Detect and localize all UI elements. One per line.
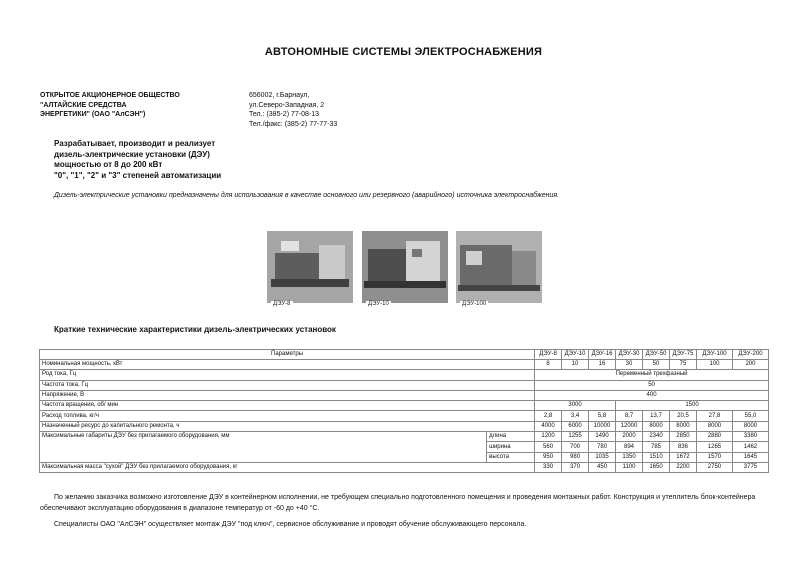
table-header-row [40,350,769,360]
table-cell: 10 [562,360,589,370]
table-cell: 2750 [696,462,732,472]
intro-block [54,139,221,181]
table-cell: 1500 [616,401,769,411]
table-cell: 836 [669,442,696,452]
model-header: ДЭУ-30 [616,350,643,360]
row-label: Частота вращения, об/ мин [40,401,535,411]
table-cell: 100 [696,360,732,370]
table-cell: 400 [535,390,769,400]
generator-image-icon [267,231,353,303]
model-header: ДЭУ-16 [589,350,616,360]
dim-label: ширина [487,442,535,452]
container-paragraph [40,492,774,514]
table-cell: 8000 [643,421,670,431]
model-header: ДЭУ-8 [535,350,562,360]
table-cell: 3000 [535,401,616,411]
table-cell: 1255 [562,432,589,442]
table-cell: 1510 [643,452,670,462]
table-cell: 1490 [589,432,616,442]
table-cell: 785 [643,442,670,452]
dim-label: высота [487,452,535,462]
table-cell: 330 [535,462,562,472]
table-cell: 980 [562,452,589,462]
model-header: ДЭУ-10 [562,350,589,360]
row-label: Род тока, Гц [40,370,535,380]
model-header: ДЭУ-200 [732,350,768,360]
intro-line: мощностью от 8 до 200 кВт [54,160,163,169]
generator-photo-3 [456,231,542,307]
table-cell: 200 [732,360,768,370]
table-cell: 2880 [696,432,732,442]
table-cell: 13,7 [643,411,670,421]
table-cell: 1035 [589,452,616,462]
table-cell: 780 [589,442,616,452]
intro-line: Разрабатывает, производит и реализует [54,139,216,148]
param-header: Параметры [40,350,535,360]
table-cell: 1350 [616,452,643,462]
table-cell: 50 [535,380,769,390]
table-cell: 560 [535,442,562,452]
dim-label: длина [487,432,535,442]
table-row-rotation [40,401,769,411]
table-cell: 3,4 [562,411,589,421]
table-cell: 8000 [732,421,768,431]
table-cell: 894 [616,442,643,452]
table-cell: 3775 [732,462,768,472]
table-cell: 1462 [732,442,768,452]
table-cell: 6000 [562,421,589,431]
table-cell: 8000 [669,421,696,431]
table-row-current-kind [40,370,769,380]
table-cell: 1645 [732,452,768,462]
service-paragraph: Специалисты ОАО "АлСЭН" осуществляет монтаж ДЭУ "под ключ", сервисное обслуживание и проводят обучение обслуживающего персонала. [54,521,527,528]
company-line: ЭНЕРГЕТИКИ" (ОАО "АлСЭН") [40,111,146,118]
row-label: Расход топлива, кг/ч [40,411,535,421]
table-row-power [40,360,769,370]
table-cell: 27,8 [696,411,732,421]
generator-photo-2 [362,231,448,307]
table-cell: 16 [589,360,616,370]
table-cell: 2850 [669,432,696,442]
model-header: ДЭУ-50 [643,350,670,360]
table-cell: 1672 [669,452,696,462]
address-line: ул.Северо-Западная, 2 [249,101,325,109]
table-cell: 370 [562,462,589,472]
phone-line: Тел.: (385-2) 77-08-13 [249,111,319,118]
table-row-mass [40,462,769,472]
table-cell: 12000 [616,421,643,431]
table-cell: 1265 [696,442,732,452]
table-row-dim-length [40,432,769,442]
table-cell: 1570 [696,452,732,462]
table-row-resource [40,421,769,431]
spec-table [39,349,769,473]
row-label: Назначенный ресурс до капитального ремонта, ч [40,421,535,431]
table-title: Краткие технические характеристики дизель-электрических установок [54,325,336,334]
row-label: Номинальная мощность, кВт [40,360,535,370]
address-block [249,91,337,129]
table-cell: 30 [616,360,643,370]
table-cell: 20,5 [669,411,696,421]
table-cell: 10000 [589,421,616,431]
table-cell: 5,8 [589,411,616,421]
model-header: ДЭУ-75 [669,350,696,360]
photo-caption: ДЭУ-8 [273,301,291,307]
table-cell: 1200 [535,432,562,442]
table-cell: 1100 [616,462,643,472]
photo-caption: ДЭУ-10 [368,301,389,307]
paragraph-line: обеспечивают эксплуатацию оборудования в диапазоне температур от -60 до +40 °С. [40,505,320,512]
company-line: "АЛТАЙСКИЕ СРЕДСТВА [40,101,127,109]
model-header: ДЭУ-100 [696,350,732,360]
paragraph-line: По желанию заказчика возможно изготовление ДЭУ в контейнерном исполнении, не требующем специально подготовленного помещения и проведения монтажных работ. Конструкция и утеплитель блок-контейнера [54,494,756,501]
table-cell: Переменный трехфазный [535,370,769,380]
table-cell: 2000 [616,432,643,442]
fax-line: Тел./факс: (385-2) 77-77-33 [249,120,338,128]
table-cell: 2200 [669,462,696,472]
generator-photo-1 [267,231,353,307]
table-cell: 8 [535,360,562,370]
photo-caption: ДЭУ-100 [462,301,487,307]
address-line: 656002, г.Барнаул, [249,92,310,99]
row-label: Частота тока, Гц [40,380,535,390]
page-title: АВТОНОМНЫЕ СИСТЕМЫ ЭЛЕКТРОСНАБЖЕНИЯ [264,46,543,58]
table-cell: 1650 [643,462,670,472]
table-row-fuel [40,411,769,421]
generator-image-icon [362,231,448,303]
company-block [40,91,180,120]
row-label: Напряжение, В [40,390,535,400]
table-row-frequency [40,380,769,390]
table-cell: 8000 [696,421,732,431]
intro-line: "0", "1", "2" и "3" степеней автоматизации [54,170,222,180]
table-row-voltage [40,390,769,400]
row-label: Максимальная масса "сухой" ДЭУ без прилагаемого оборудования, кг [40,462,535,472]
table-cell: 55,0 [732,411,768,421]
company-line: ОТКРЫТОЕ АКЦИОНЕРНОЕ ОБЩЕСТВО [40,92,180,99]
table-cell: 75 [669,360,696,370]
table-cell: 4000 [535,421,562,431]
intro-line: дизель-электрические установки (ДЭУ) [54,149,210,159]
table-cell: 8,7 [616,411,643,421]
photo-strip [267,231,542,311]
table-cell: 2340 [643,432,670,442]
row-label: Максимальные габариты ДЭУ без прилагаемого оборудования, мм [40,432,487,463]
table-cell: 50 [643,360,670,370]
table-cell: 3380 [732,432,768,442]
generator-image-icon [456,231,542,303]
table-cell: 450 [589,462,616,472]
purpose-text: Дизель-электрические установки предназначены для использования в качестве основного или резервного (аварийного) источника электроснабжения. [54,192,560,199]
table-cell: 950 [535,452,562,462]
table-cell: 700 [562,442,589,452]
table-cell: 2,8 [535,411,562,421]
